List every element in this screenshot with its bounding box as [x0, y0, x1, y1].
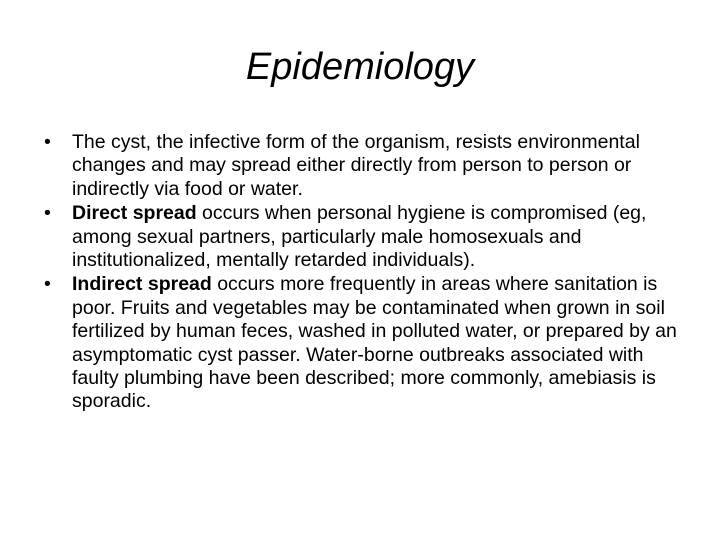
bullet-text: occurs more frequently in areas where sanitation is poor. Fruits and vegetables may be contaminated when grown in soil fertilized by human feces, washed in polluted water, or prepared by an asymptomatic cyst passer. Water-borne outbreaks associated with faulty plumbing have been described; more commonly, amebiasis is sporadic. — [72, 273, 677, 413]
bullet-item — [44, 131, 694, 201]
bullet-dot-icon: • — [44, 273, 51, 296]
bullet-text: The cyst, the infective form of the organism, resists environmental changes and may spread either directly from person to person or indirectly via food or water. — [72, 131, 640, 200]
bullet-item — [44, 202, 694, 272]
bullet-dot-icon: • — [44, 131, 51, 153]
bullet-lead: Direct spread — [72, 202, 197, 225]
slide-title: Epidemiology — [245, 46, 475, 88]
bullet-list — [44, 131, 694, 415]
bullet-dot-icon: • — [44, 202, 51, 225]
bullet-text: occurs when personal hygiene is compromised (eg, among sexual partners, particularly male homosexuals and institutionalized, mentally retarded individuals). — [72, 202, 647, 272]
bullet-lead: Indirect spread — [72, 273, 212, 296]
bullet-item — [44, 273, 694, 413]
